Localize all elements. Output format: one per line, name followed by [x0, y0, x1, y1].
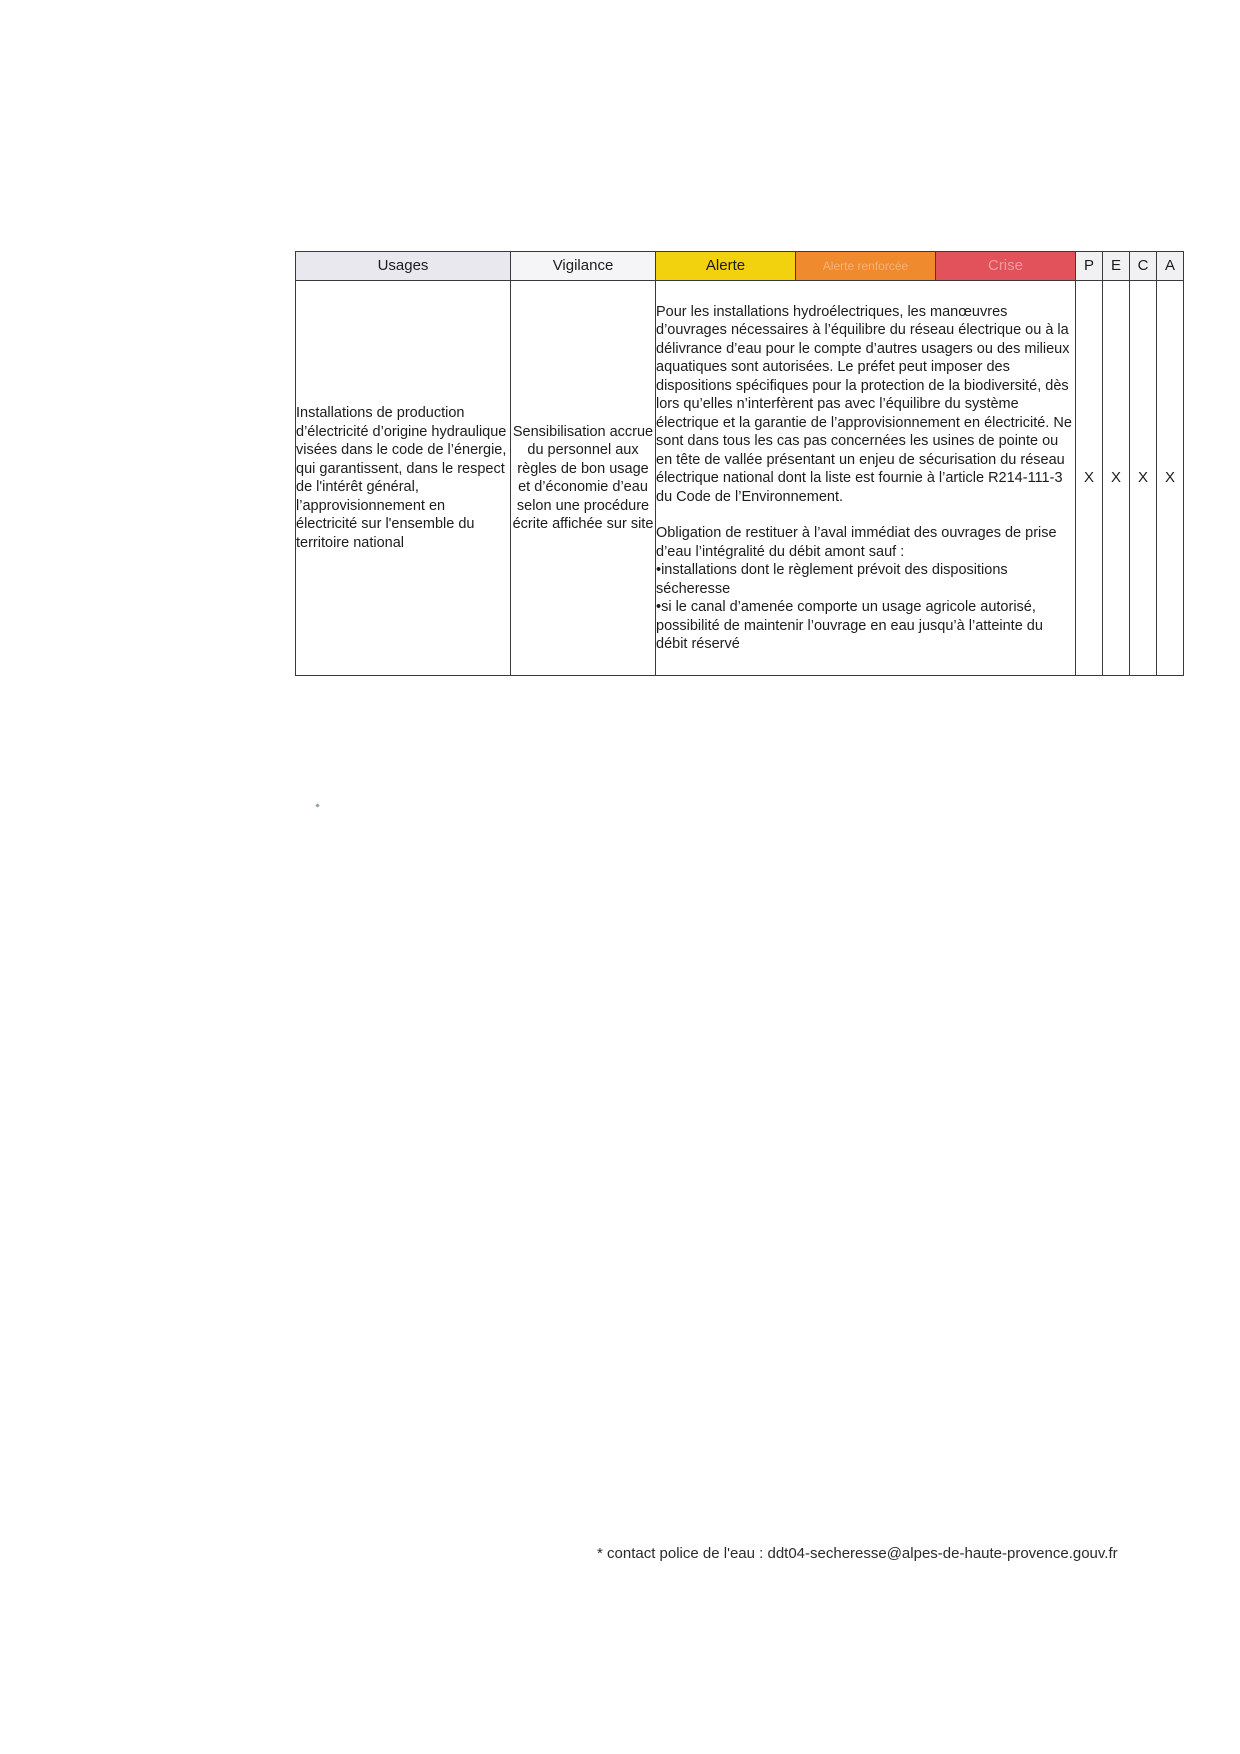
header-vigilance: Vigilance: [511, 252, 656, 281]
header-alerte: Alerte: [656, 252, 796, 281]
header-c: C: [1130, 252, 1157, 281]
list-item: • si le canal d’amenée comporte un usage agricole autorisé, possibilité de maintenir l’ouvrage en eau jusqu’à l’atteinte du débit réservé: [656, 598, 1075, 654]
list-item: • installations dont le règlement prévoit des dispositions sécheresse: [656, 561, 1075, 598]
scan-speck: [315, 803, 319, 807]
table-row: [296, 281, 1184, 676]
mark-e: X: [1103, 281, 1130, 676]
mesures-cell: [656, 281, 1076, 676]
mesures-exceptions-list: [656, 561, 1075, 654]
restrictions-table: [295, 251, 1184, 676]
table-header-row: [296, 252, 1184, 281]
header-crise: Crise: [936, 252, 1076, 281]
header-alerte-renforcee: Alerte renforcée: [796, 252, 936, 281]
mesures-paragraph-2: Obligation de restituer à l’aval immédiat des ouvrages de prise d’eau l’intégralité du débit amont sauf :: [656, 525, 1057, 560]
header-a: A: [1157, 252, 1184, 281]
footer-contact: * contact police de l'eau : ddt04-secheresse@alpes-de-haute-provence.gouv.fr: [597, 1545, 1118, 1562]
usage-cell: Installations de production d’électricité d’origine hydraulique visées dans le code de l’énergie, qui garantissent, dans le respect de l'intérêt général, l’approvisionnement en électricité sur l'ensemble du territoire national: [296, 281, 511, 676]
header-p: P: [1076, 252, 1103, 281]
mark-p: X: [1076, 281, 1103, 676]
header-e: E: [1103, 252, 1130, 281]
vigilance-cell: Sensibilisation accrue du personnel aux règles de bon usage et d’économie d’eau selon une procédure écrite affichée sur site: [511, 281, 656, 676]
header-usages: Usages: [296, 252, 511, 281]
mesures-paragraph-1: Pour les installations hydroélectriques, les manœuvres d’ouvrages nécessaires à l’équilibre du réseau électrique ou à la délivrance d’eau pour le compte d’autres usagers ou des milieux aquatiques sont autorisées. Le préfet peut imposer des dispositions spécifiques pour la protection de la biodiversité, dès lors qu’elles n’interfèrent pas avec l’équilibre du système électrique et la garantie de l’approvisionnement en électricité. Ne sont dans tous les cas pas concernées les usines de pointe ou en tête de vallée présentant un enjeu de sécurisation du réseau électrique national dont la liste est fournie à l’article R214-111-3 du Code de l’Environnement.: [656, 303, 1072, 505]
mark-c: X: [1130, 281, 1157, 676]
mark-a: X: [1157, 281, 1184, 676]
